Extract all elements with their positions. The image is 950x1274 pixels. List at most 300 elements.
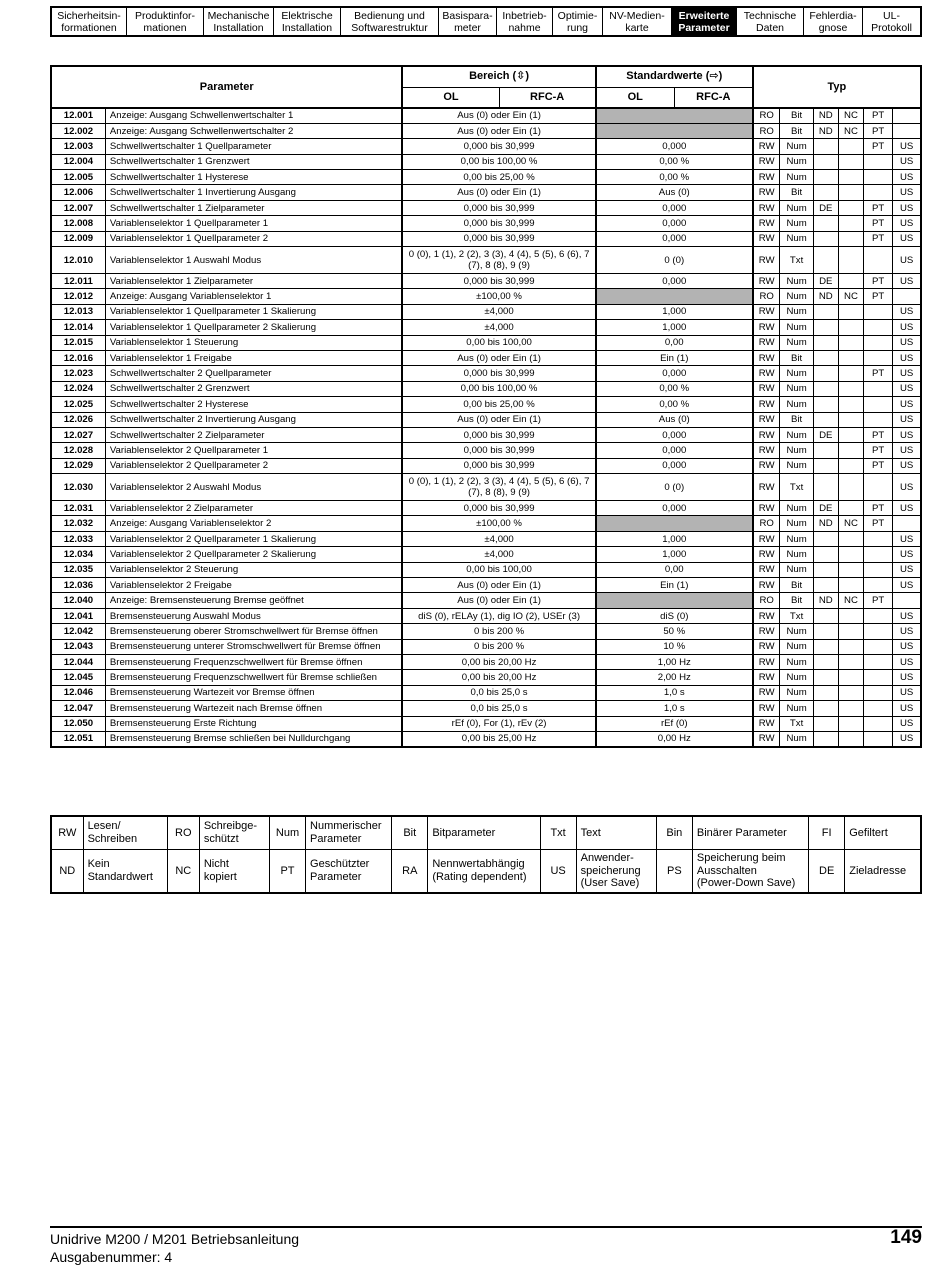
- parameter-id: 12.026: [51, 412, 105, 427]
- parameter-range: ±4,000: [402, 547, 595, 562]
- legend-abbreviation: Bit: [392, 816, 428, 849]
- table-row: [51, 655, 921, 670]
- parameter-type-flag: RW: [753, 501, 780, 516]
- table-row: [51, 578, 921, 593]
- parameter-type-flag: PT: [864, 366, 893, 381]
- parameter-default: 1,000: [596, 547, 753, 562]
- parameter-type-flag: RW: [753, 685, 780, 700]
- parameter-type-flag: NC: [838, 289, 863, 304]
- nav-tab[interactable]: Optimie- rung: [553, 8, 603, 35]
- parameter-type-flag: US: [893, 320, 921, 335]
- parameter-default: Ein (1): [596, 350, 753, 365]
- parameter-range: 0,000 bis 30,999: [402, 501, 595, 516]
- parameter-default: 0,000: [596, 274, 753, 289]
- parameter-type-flag: Num: [780, 139, 813, 154]
- parameter-default: 0,000: [596, 366, 753, 381]
- parameter-type-flag: [864, 247, 893, 274]
- parameter-type-flag: [838, 274, 863, 289]
- parameter-type-flag: [838, 501, 863, 516]
- parameter-description: Schwellwertschalter 1 Grenzwert: [105, 154, 402, 169]
- parameter-type-flag: RO: [753, 108, 780, 123]
- parameter-type-flag: RW: [753, 639, 780, 654]
- parameter-type-flag: [893, 108, 921, 123]
- parameter-default: 0,00: [596, 562, 753, 577]
- parameter-range: 0,00 bis 25,00 Hz: [402, 731, 595, 746]
- parameter-default: [596, 108, 753, 123]
- parameter-description: Variablenselektor 1 Freigabe: [105, 350, 402, 365]
- legend-description: Lesen/ Schreiben: [83, 816, 167, 849]
- parameter-type-flag: Num: [780, 562, 813, 577]
- parameter-type-flag: [838, 731, 863, 746]
- parameter-range: ±4,000: [402, 320, 595, 335]
- parameter-type-flag: Bit: [780, 412, 813, 427]
- nav-tab[interactable]: UL- Protokoll: [871, 9, 912, 34]
- table-row: [51, 304, 921, 319]
- parameter-range: 0,00 bis 25,00 %: [402, 397, 595, 412]
- parameter-type-flag: [813, 639, 838, 654]
- parameter-type-flag: [864, 381, 893, 396]
- footer-issue: Ausgabenummer: 4: [50, 1249, 173, 1265]
- parameter-type-flag: US: [893, 639, 921, 654]
- parameter-type-flag: PT: [864, 427, 893, 442]
- parameter-type-flag: RO: [753, 289, 780, 304]
- table-row: [51, 501, 921, 516]
- table-row: [51, 216, 921, 231]
- parameter-type-flag: [838, 578, 863, 593]
- parameter-type-flag: [838, 185, 863, 200]
- parameter-type-flag: [864, 304, 893, 319]
- page-number: 149: [890, 1227, 922, 1248]
- parameter-id: 12.024: [51, 381, 105, 396]
- parameter-type-flag: RW: [753, 320, 780, 335]
- legend-description: Nennwertabhängig (Rating dependent): [428, 849, 540, 893]
- parameter-type-flag: US: [893, 185, 921, 200]
- parameter-type-flag: PT: [864, 216, 893, 231]
- parameter-type-flag: [813, 216, 838, 231]
- parameter-type-flag: [864, 701, 893, 716]
- parameter-id: 12.046: [51, 685, 105, 700]
- parameter-description: Anzeige: Ausgang Schwellenwertschalter 1: [105, 108, 402, 123]
- parameter-type-flag: US: [893, 200, 921, 215]
- parameter-id: 12.034: [51, 547, 105, 562]
- parameter-type-flag: [838, 397, 863, 412]
- parameter-type-flag: [864, 578, 893, 593]
- parameter-type-flag: US: [893, 608, 921, 623]
- parameter-description: Bremsensteuerung Frequenzschwellwert für Bremse öffnen: [105, 655, 402, 670]
- parameter-type-flag: PT: [864, 593, 893, 608]
- parameter-id: 12.035: [51, 562, 105, 577]
- parameter-type-flag: DE: [813, 200, 838, 215]
- parameter-id: 12.029: [51, 458, 105, 473]
- table-row: [51, 154, 921, 169]
- parameter-type-flag: [813, 397, 838, 412]
- nav-tab[interactable]: Mechanische Installation: [204, 8, 274, 35]
- parameter-id: 12.002: [51, 123, 105, 138]
- parameter-type-flag: [813, 608, 838, 623]
- parameter-type-flag: US: [893, 562, 921, 577]
- legend-abbreviation: RO: [167, 816, 199, 849]
- parameter-type-flag: Num: [780, 289, 813, 304]
- parameter-range: diS (0), rELAy (1), dig IO (2), USEr (3): [402, 608, 595, 623]
- parameter-default: 0,00 %: [596, 397, 753, 412]
- table-row: [51, 366, 921, 381]
- parameter-range: ±100,00 %: [402, 516, 595, 531]
- parameter-range: 0,000 bis 30,999: [402, 458, 595, 473]
- parameter-default: 1,0 s: [596, 701, 753, 716]
- legend-description: Nummerischer Parameter: [306, 816, 392, 849]
- parameter-id: 12.033: [51, 531, 105, 546]
- legend-description: Zieladresse: [845, 849, 921, 893]
- parameter-range: ±100,00 %: [402, 289, 595, 304]
- parameter-range: 0,0 bis 25,0 s: [402, 685, 595, 700]
- parameter-default: 10 %: [596, 639, 753, 654]
- parameter-description: Variablenselektor 2 Quellparameter 2: [105, 458, 402, 473]
- parameter-range: 0 bis 200 %: [402, 624, 595, 639]
- table-row: [51, 381, 921, 396]
- parameter-type-flag: [864, 170, 893, 185]
- legend-description: Kein Standardwert: [83, 849, 167, 893]
- parameter-id: 12.041: [51, 608, 105, 623]
- parameter-type-flag: [838, 381, 863, 396]
- parameter-default: Ein (1): [596, 578, 753, 593]
- parameter-type-flag: ND: [813, 593, 838, 608]
- parameter-type-flag: RW: [753, 350, 780, 365]
- legend-abbreviation: Num: [269, 816, 305, 849]
- parameter-type-flag: [864, 335, 893, 350]
- parameter-description: Schwellwertschalter 1 Invertierung Ausgang: [105, 185, 402, 200]
- parameter-default: 1,000: [596, 320, 753, 335]
- parameter-id: 12.013: [51, 304, 105, 319]
- legend-description: Speicherung beim Ausschalten (Power-Down Save): [692, 849, 808, 893]
- parameter-range: 0,000 bis 30,999: [402, 139, 595, 154]
- table-row: [51, 139, 921, 154]
- parameter-range: Aus (0) oder Ein (1): [402, 593, 595, 608]
- nav-tab[interactable]: Erweiterte Parameter: [672, 8, 737, 35]
- parameter-description: Bremsensteuerung oberer Stromschwellwert für Bremse öffnen: [105, 624, 402, 639]
- parameter-description: Schwellwertschalter 2 Zielparameter: [105, 427, 402, 442]
- parameter-type-flag: PT: [864, 289, 893, 304]
- parameter-type-flag: [813, 547, 838, 562]
- parameter-id: 12.006: [51, 185, 105, 200]
- parameter-id: 12.045: [51, 670, 105, 685]
- parameter-type-flag: [864, 531, 893, 546]
- parameter-id: 12.007: [51, 200, 105, 215]
- parameter-description: Schwellwertschalter 1 Hysterese: [105, 170, 402, 185]
- parameter-id: 12.050: [51, 716, 105, 731]
- table-row: [51, 108, 921, 123]
- parameter-type-flag: [813, 185, 838, 200]
- parameter-range: 0,00 bis 20,00 Hz: [402, 670, 595, 685]
- parameter-type-flag: [864, 154, 893, 169]
- parameter-description: Schwellwertschalter 2 Quellparameter: [105, 366, 402, 381]
- parameter-id: 12.001: [51, 108, 105, 123]
- parameter-default: 2,00 Hz: [596, 670, 753, 685]
- parameter-type-flag: [864, 608, 893, 623]
- parameter-type-flag: Num: [780, 670, 813, 685]
- nav-tab[interactable]: Technische Daten: [737, 8, 804, 35]
- parameter-type-flag: US: [893, 366, 921, 381]
- parameter-range: 0,00 bis 20,00 Hz: [402, 655, 595, 670]
- parameter-type-flag: [838, 531, 863, 546]
- parameter-type-flag: US: [893, 216, 921, 231]
- nav-tab[interactable]: Fehlerdia- gnose: [804, 8, 863, 35]
- parameter-type-flag: Num: [780, 200, 813, 215]
- parameter-type-flag: [813, 531, 838, 546]
- parameter-default: 50 %: [596, 624, 753, 639]
- parameter-description: Variablenselektor 2 Freigabe: [105, 578, 402, 593]
- parameter-type-flag: US: [893, 274, 921, 289]
- parameter-type-flag: [893, 593, 921, 608]
- parameter-type-flag: ND: [813, 123, 838, 138]
- parameter-default: 0,000: [596, 231, 753, 246]
- parameter-type-flag: Num: [780, 170, 813, 185]
- parameter-type-flag: [838, 685, 863, 700]
- parameter-type-flag: ND: [813, 289, 838, 304]
- parameter-type-flag: Txt: [780, 608, 813, 623]
- parameter-type-flag: [838, 350, 863, 365]
- parameter-type-flag: [813, 731, 838, 746]
- parameter-type-flag: RW: [753, 624, 780, 639]
- table-row: [51, 427, 921, 442]
- parameter-id: 12.032: [51, 516, 105, 531]
- parameter-default: [596, 289, 753, 304]
- legend-description: Binärer Parameter: [692, 816, 808, 849]
- parameter-range: 0,000 bis 30,999: [402, 274, 595, 289]
- header-standard-ol: OL: [596, 87, 675, 108]
- parameter-type-flag: US: [893, 716, 921, 731]
- parameter-type-flag: [838, 170, 863, 185]
- parameter-id: 12.010: [51, 247, 105, 274]
- parameter-type-flag: Num: [780, 443, 813, 458]
- parameter-description: Schwellwertschalter 1 Quellparameter: [105, 139, 402, 154]
- parameter-range: 0,000 bis 30,999: [402, 200, 595, 215]
- parameter-id: 12.047: [51, 701, 105, 716]
- parameter-type-flag: Num: [780, 701, 813, 716]
- parameter-type-flag: [864, 624, 893, 639]
- table-row: [51, 185, 921, 200]
- parameter-range: 0,00 bis 100,00: [402, 562, 595, 577]
- parameter-type-flag: Num: [780, 639, 813, 654]
- parameter-type-flag: RW: [753, 304, 780, 319]
- parameter-type-flag: Num: [780, 397, 813, 412]
- parameter-range: Aus (0) oder Ein (1): [402, 123, 595, 138]
- parameter-type-flag: [864, 350, 893, 365]
- parameter-default: 0,000: [596, 216, 753, 231]
- table-row: [51, 608, 921, 623]
- parameter-type-flag: [813, 685, 838, 700]
- parameter-range: 0 bis 200 %: [402, 639, 595, 654]
- nav-tab[interactable]: Sicherheitsin- formationen: [52, 8, 127, 35]
- parameter-type-flag: [864, 412, 893, 427]
- parameter-id: 12.016: [51, 350, 105, 365]
- legend-abbreviation: RW: [51, 816, 83, 849]
- header-bereich-ol: OL: [402, 87, 499, 108]
- parameter-description: Schwellwertschalter 1 Zielparameter: [105, 200, 402, 215]
- parameter-id: 12.036: [51, 578, 105, 593]
- parameter-type-flag: RW: [753, 608, 780, 623]
- parameter-type-flag: [864, 397, 893, 412]
- parameter-type-flag: [838, 639, 863, 654]
- parameter-type-flag: [813, 578, 838, 593]
- parameter-type-flag: NC: [838, 123, 863, 138]
- legend-description: Nicht kopiert: [199, 849, 269, 893]
- parameter-type-flag: RW: [753, 412, 780, 427]
- parameter-default: diS (0): [596, 608, 753, 623]
- table-row: [51, 716, 921, 731]
- nav-tab[interactable]: Basispara- meter: [439, 8, 497, 35]
- parameter-type-flag: Num: [780, 531, 813, 546]
- parameter-type-flag: [838, 320, 863, 335]
- parameter-type-flag: [838, 701, 863, 716]
- parameter-type-flag: [813, 247, 838, 274]
- parameter-type-flag: Num: [780, 685, 813, 700]
- legend-abbreviation: PS: [656, 849, 692, 893]
- parameter-type-flag: [813, 231, 838, 246]
- parameter-type-flag: US: [893, 443, 921, 458]
- parameter-type-flag: [864, 185, 893, 200]
- parameter-id: 12.015: [51, 335, 105, 350]
- parameter-id: 12.011: [51, 274, 105, 289]
- parameter-type-flag: US: [893, 655, 921, 670]
- parameter-description: Variablenselektor 1 Quellparameter 2 Skalierung: [105, 320, 402, 335]
- parameter-type-flag: PT: [864, 200, 893, 215]
- parameter-type-flag: PT: [864, 108, 893, 123]
- parameter-type-flag: [838, 547, 863, 562]
- table-row: [51, 474, 921, 501]
- parameter-id: 12.044: [51, 655, 105, 670]
- parameter-description: Variablenselektor 2 Auswahl Modus: [105, 474, 402, 501]
- parameter-type-flag: US: [893, 247, 921, 274]
- parameter-type-flag: Bit: [780, 123, 813, 138]
- parameter-type-flag: Num: [780, 366, 813, 381]
- header-bereich: Bereich (⇳): [402, 66, 595, 87]
- parameter-type-flag: Num: [780, 458, 813, 473]
- legend-abbreviation: DE: [809, 849, 845, 893]
- parameter-type-flag: [838, 443, 863, 458]
- parameter-type-flag: RW: [753, 154, 780, 169]
- parameter-range: Aus (0) oder Ein (1): [402, 185, 595, 200]
- parameter-type-flag: RW: [753, 274, 780, 289]
- table-row: [51, 247, 921, 274]
- parameter-type-flag: [838, 304, 863, 319]
- parameter-type-flag: Bit: [780, 350, 813, 365]
- parameter-id: 12.040: [51, 593, 105, 608]
- legend-description: Geschützter Parameter: [306, 849, 392, 893]
- parameter-type-flag: US: [893, 458, 921, 473]
- parameter-type-flag: [864, 547, 893, 562]
- table-row: [51, 516, 921, 531]
- parameter-type-flag: [813, 412, 838, 427]
- parameter-range: 0,000 bis 30,999: [402, 427, 595, 442]
- nav-tab[interactable]: NV-Medien- karte: [603, 8, 672, 35]
- parameter-type-flag: Txt: [780, 474, 813, 501]
- parameter-description: Bremsensteuerung Bremse schließen bei Nulldurchgang: [105, 731, 402, 746]
- parameter-type-flag: [838, 154, 863, 169]
- parameter-type-flag: RW: [753, 381, 780, 396]
- parameter-type-flag: [813, 154, 838, 169]
- parameter-type-flag: US: [893, 578, 921, 593]
- parameter-type-flag: Num: [780, 547, 813, 562]
- table-row: [51, 562, 921, 577]
- legend-abbreviation: FI: [809, 816, 845, 849]
- header-bereich-rfca: RFC-A: [499, 87, 596, 108]
- parameter-type-flag: [864, 639, 893, 654]
- parameter-type-flag: [864, 474, 893, 501]
- table-row: [51, 458, 921, 473]
- parameter-type-flag: US: [893, 381, 921, 396]
- parameter-type-flag: US: [893, 670, 921, 685]
- nav-tab[interactable]: Inbetrieb- nahme: [497, 8, 553, 35]
- parameter-default: 0,00 %: [596, 170, 753, 185]
- legend-abbreviation: RA: [392, 849, 428, 893]
- parameter-range: 0,000 bis 30,999: [402, 216, 595, 231]
- parameter-type-flag: [838, 139, 863, 154]
- parameter-type-flag: [838, 655, 863, 670]
- parameter-type-flag: PT: [864, 274, 893, 289]
- parameter-range: Aus (0) oder Ein (1): [402, 108, 595, 123]
- parameter-type-flag: US: [893, 350, 921, 365]
- parameter-type-flag: Bit: [780, 108, 813, 123]
- chapter-navigation: [50, 6, 922, 37]
- parameter-description: Anzeige: Bremsensteuerung Bremse geöffnet: [105, 593, 402, 608]
- parameter-description: Variablenselektor 1 Steuerung: [105, 335, 402, 350]
- parameter-description: Variablenselektor 1 Quellparameter 1: [105, 216, 402, 231]
- parameter-description: Variablenselektor 2 Quellparameter 2 Skalierung: [105, 547, 402, 562]
- parameter-type-flag: [813, 716, 838, 731]
- parameter-type-flag: [864, 731, 893, 746]
- parameter-type-flag: [813, 670, 838, 685]
- parameter-type-flag: RW: [753, 562, 780, 577]
- nav-tab[interactable]: Produktinfor- mationen: [127, 8, 204, 35]
- parameter-default: 0,000: [596, 443, 753, 458]
- parameter-type-flag: NC: [838, 593, 863, 608]
- nav-tab[interactable]: Elektrische Installation: [274, 8, 341, 35]
- parameter-type-flag: Num: [780, 274, 813, 289]
- parameter-range: ±4,000: [402, 304, 595, 319]
- parameter-id: 12.025: [51, 397, 105, 412]
- parameter-type-flag: US: [893, 397, 921, 412]
- parameter-type-flag: [813, 381, 838, 396]
- parameter-type-flag: [838, 231, 863, 246]
- parameter-type-flag: Num: [780, 381, 813, 396]
- parameter-id: 12.043: [51, 639, 105, 654]
- parameter-type-flag: US: [893, 624, 921, 639]
- parameter-id: 12.028: [51, 443, 105, 458]
- parameter-type-flag: RW: [753, 670, 780, 685]
- parameter-description: Anzeige: Ausgang Variablenselektor 1: [105, 289, 402, 304]
- parameter-type-flag: RW: [753, 578, 780, 593]
- parameter-type-flag: US: [893, 685, 921, 700]
- parameter-type-flag: [893, 289, 921, 304]
- parameter-id: 12.014: [51, 320, 105, 335]
- parameter-type-flag: PT: [864, 123, 893, 138]
- parameter-type-flag: ND: [813, 516, 838, 531]
- table-row: [51, 350, 921, 365]
- parameter-range: 0 (0), 1 (1), 2 (2), 3 (3), 4 (4), 5 (5), 6 (6), 7 (7), 8 (8), 9 (9): [402, 474, 595, 501]
- parameter-type-flag: RW: [753, 366, 780, 381]
- table-row: [51, 123, 921, 138]
- legend-description: Text: [576, 816, 656, 849]
- nav-tab[interactable]: Bedienung und Softwarestruktur: [341, 8, 439, 35]
- legend-abbreviation: Bin: [656, 816, 692, 849]
- parameter-type-flag: [838, 427, 863, 442]
- parameter-type-flag: [864, 685, 893, 700]
- parameter-description: Schwellwertschalter 2 Grenzwert: [105, 381, 402, 396]
- parameter-default: 0,00 Hz: [596, 731, 753, 746]
- parameter-type-flag: RW: [753, 701, 780, 716]
- parameter-description: Variablenselektor 1 Quellparameter 1 Skalierung: [105, 304, 402, 319]
- parameter-id: 12.051: [51, 731, 105, 746]
